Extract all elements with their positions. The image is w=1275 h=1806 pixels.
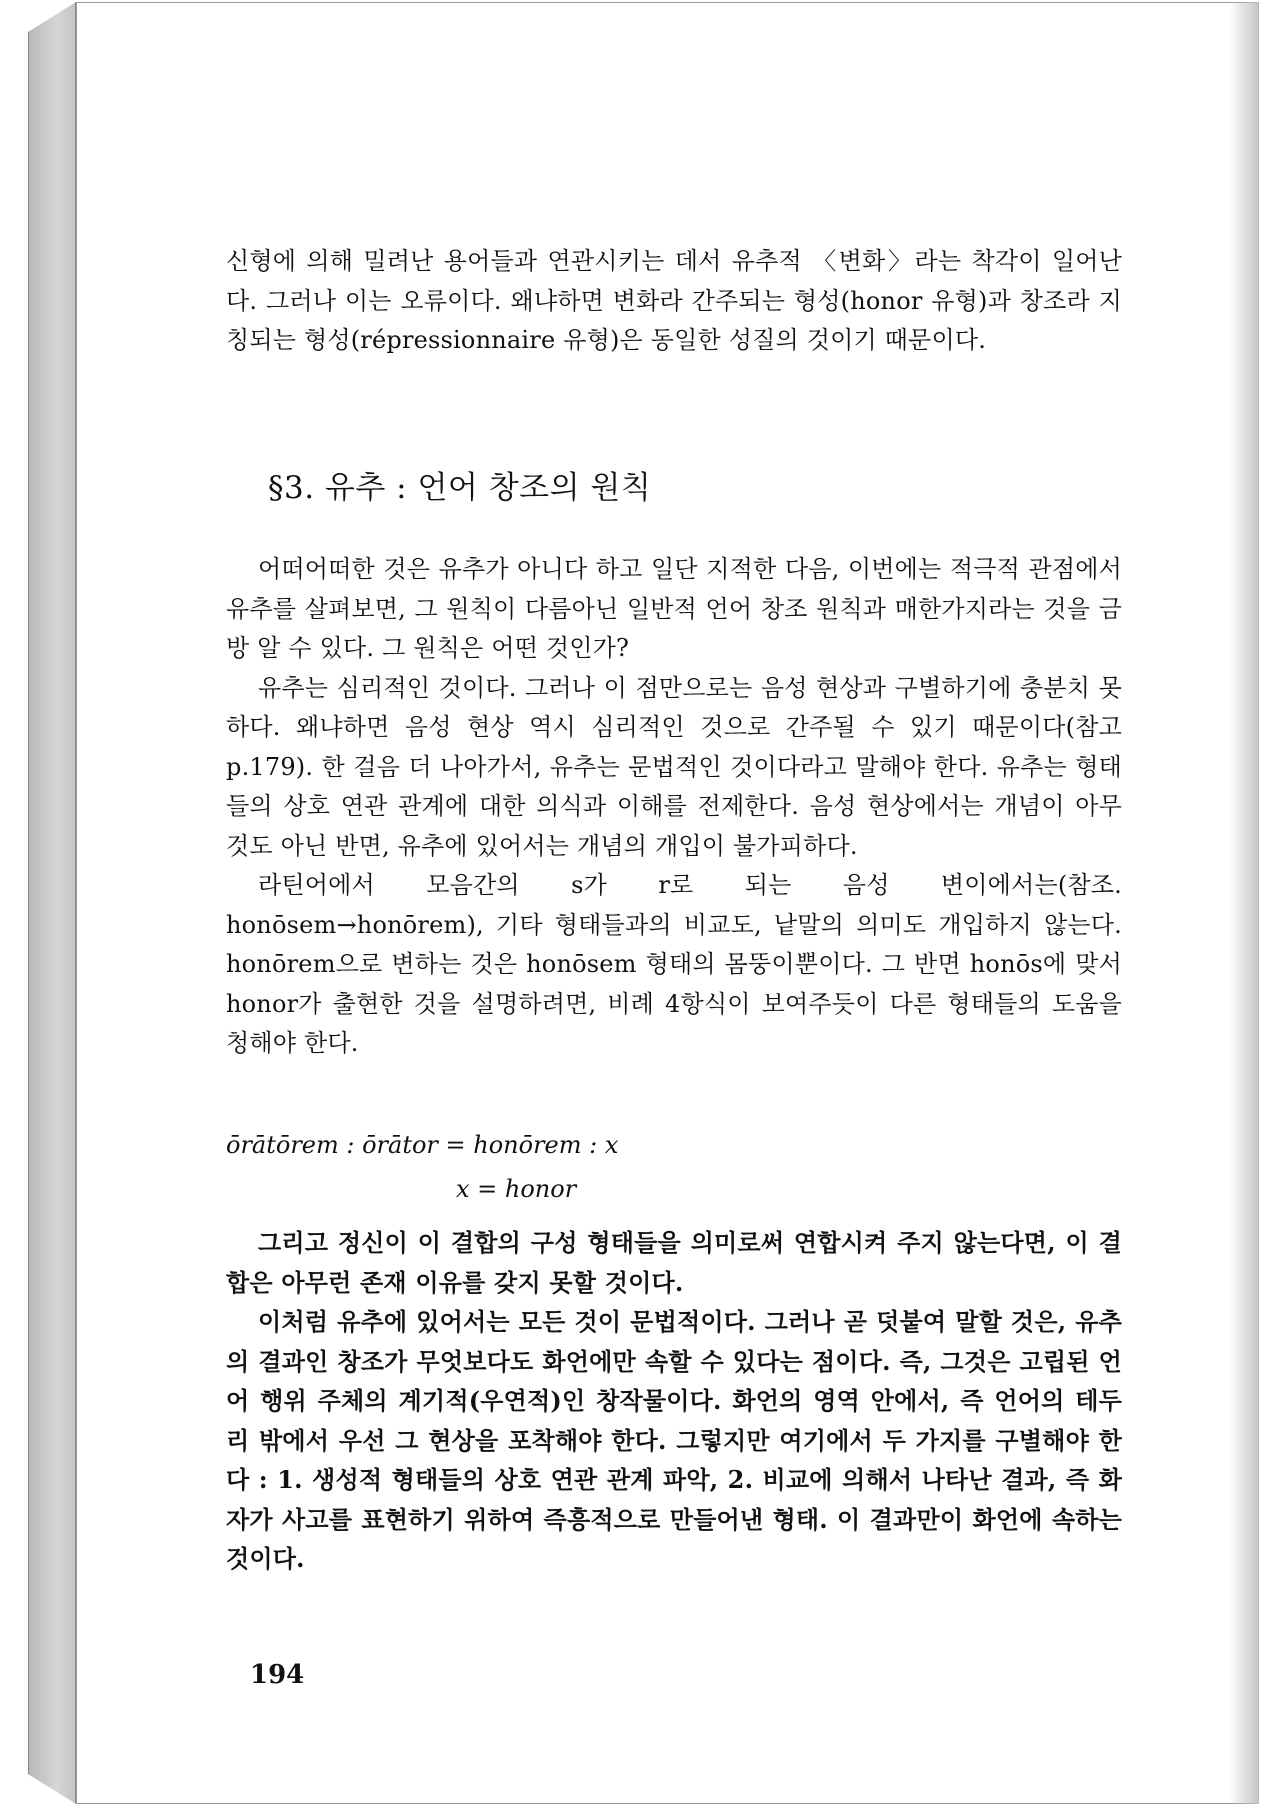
top-paragraph-block (226, 242, 1122, 361)
paragraph-2: 유추는 심리적인 것이다. 그러나 이 점만으로는 음성 현상과 구별하기에 충분치 못하다. 왜냐하면 음성 현상 역시 심리적인 것으로 간주될 수 있기 때문이다(참고 p.179). 한 걸음 더 나아가서, 유추는 문법적인 것이다라고 말해야 한다. 유추는 형태들의 상호 연관 관계에 대한 의식과 이해를 전제한다. 음성 현상에서는 개념이 아무 것도 아닌 반면, 유추에 있어서는 개념의 개입이 불가피하다. (226, 673, 1122, 860)
body-block-2 (226, 1223, 1122, 1579)
top-paragraph: 신형에 의해 밀려난 용어들과 연관시키는 데서 유추적 〈변화〉라는 착각이 일어난다. 그러나 이는 오류이다. 왜냐하면 변화라 간주되는 형성(honor 유형)과 창조라 지칭되는 형성(répressionnaire 유형)은 동일한 성질의 것이기 때문이다. (226, 247, 1122, 354)
page-number: 194 (250, 1660, 305, 1690)
book-spine (28, 2, 76, 1804)
body-block-1 (226, 550, 1122, 1064)
paragraph-3: 라틴어에서 모음간의 s가 r로 되는 음성 변이에서는(참조. honōsem→honōrem), 기타 형태들과의 비교도, 낱말의 의미도 개입하지 않는다. honōrem으로 변하는 것은 honōsem 형태의 몸뚱이뿐이다. 그 반면 honōs에 맞서 honor가 출현한 것을 설명하려면, 비례 4항식이 보여주듯이 다른 형태들의 도움을 청해야 한다. (226, 871, 1122, 1057)
paragraph-1: 어떠어떠한 것은 유추가 아니다 하고 일단 지적한 다음, 이번에는 적극적 관점에서 유추를 살펴보면, 그 원칙이 다름아닌 일반적 언어 창조 원칙과 매한가지라는 것을 금방 알 수 있다. 그 원칙은 어떤 것인가? (226, 555, 1122, 662)
section-title: §3. 유추 : 언어 창조의 원칙 (268, 470, 652, 506)
paragraph-4: 그리고 정신이 이 결합의 구성 형태들을 의미로써 연합시켜 주지 않는다면, 이 결합은 아무런 존재 이유를 갖지 못할 것이다. (226, 1228, 1122, 1297)
proportion-formula: ōrātōrem : ōrātor = honōrem : x (226, 1131, 619, 1159)
paragraph-5: 이처럼 유추에 있어서는 모든 것이 문법적이다. 그러나 곧 덧붙여 말할 것은, 유추의 결과인 창조가 무엇보다도 화언에만 속할 수 있다는 점이다. 즉, 그것은 고립된 언어 행위 주체의 계기적(우연적)인 창작물이다. 화언의 영역 안에서, 즉 언어의 테두리 밖에서 우선 그 현상을 포착해야 한다. 그렇지만 여기에서 두 가지를 구별해야 한다 : 1. 생성적 형태들의 상호 연관 관계 파악, 2. 비교에 의해서 나타난 결과, 즉 화자가 사고를 표현하기 위하여 즉흥적으로 만들어낸 형태. 이 결과만이 화언에 속하는 것이다. (226, 1307, 1122, 1573)
proportion-solution: x = honor (456, 1175, 577, 1203)
